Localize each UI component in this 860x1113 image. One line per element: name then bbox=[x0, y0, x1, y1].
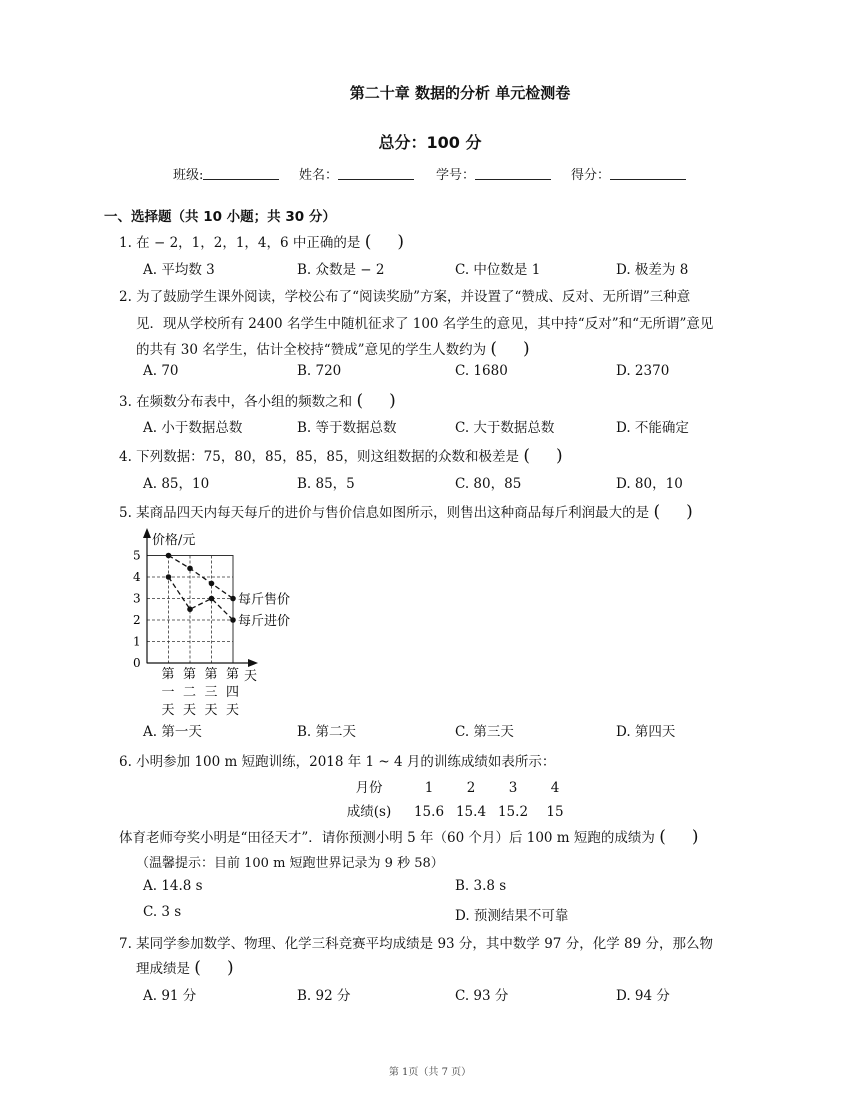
q4-option-d: D. 80，10 bbox=[616, 476, 683, 492]
x-tick-label: 天 bbox=[226, 703, 240, 718]
y-axis-arrow bbox=[143, 528, 151, 538]
y-tick-label: 5 bbox=[133, 548, 141, 563]
x-tick-label: 第 bbox=[226, 667, 240, 682]
q6-table-row bbox=[330, 800, 576, 824]
question-7-line-1: 7. 某同学参加数学、物理、化学三科竞赛平均成绩是 93 分，其中数学 97 分，化学 89 分，那么物 bbox=[119, 936, 713, 952]
q3-option-a: A. 小于数据总数 bbox=[143, 420, 243, 436]
page-footer: 第 1页（共 7 页） bbox=[388, 1067, 472, 1078]
q6-option-b: B. 3.8 s bbox=[455, 878, 507, 894]
x-tick-label: 一 bbox=[161, 685, 175, 700]
q4-option-a: A. 85，10 bbox=[143, 476, 210, 492]
question-7-line-2: 理成绩是 ( ) bbox=[136, 958, 234, 978]
q7-option-b: B. 92 分 bbox=[297, 988, 351, 1004]
table-cell: 3 bbox=[508, 780, 518, 796]
x-tick-label: 三 bbox=[204, 685, 218, 700]
y-tick-label: 3 bbox=[133, 591, 141, 606]
q6-option-a: A. 14.8 s bbox=[143, 878, 203, 894]
question-5: 5. 某商品四天内每天每斤的进价与售价信息如图所示，则售出这种商品每斤利润最大的是 ( ) bbox=[119, 502, 693, 522]
q6-option-d: D. 预测结果不可靠 bbox=[455, 908, 569, 924]
question-4: 4. 下列数据：75，80，85，85，85，则这组数据的众数和极差是 ( ) bbox=[119, 446, 563, 466]
x-axis-label: 天 bbox=[244, 669, 258, 684]
data-point bbox=[187, 606, 193, 612]
table-cell: 成绩(s) bbox=[346, 804, 392, 820]
q1-option-d: D. 极差为 8 bbox=[616, 262, 689, 278]
q3-option-d: D. 不能确定 bbox=[616, 420, 689, 436]
table-cell: 4 bbox=[550, 780, 560, 796]
student-id-field: 学号： bbox=[436, 164, 551, 183]
series-label: 每斤进价 bbox=[238, 614, 291, 629]
y-tick-label: 2 bbox=[133, 613, 141, 627]
q2-option-d: D. 2370 bbox=[616, 363, 670, 379]
question-3: 3. 在频数分布表中，各小组的频数之和 ( ) bbox=[119, 391, 396, 411]
y-tick-label: 4 bbox=[133, 570, 141, 584]
q6-table-header bbox=[330, 776, 576, 800]
x-tick-label: 天 bbox=[204, 703, 218, 718]
table-cell: 1 bbox=[424, 780, 434, 796]
q4-option-b: B. 85，5 bbox=[297, 476, 355, 492]
q5-option-b: B. 第二天 bbox=[297, 724, 357, 740]
x-tick-label: 第 bbox=[204, 667, 218, 682]
q5-option-c: C. 第三天 bbox=[455, 724, 514, 740]
data-point bbox=[230, 596, 236, 602]
name-field: 姓名： bbox=[299, 164, 414, 183]
question-6: 6. 小明参加 100 m 短跑训练，2018 年 1 ~ 4 月的训练成绩如表所示： bbox=[119, 754, 556, 770]
data-point bbox=[209, 596, 215, 602]
q5-option-a: A. 第一天 bbox=[143, 724, 202, 740]
total-score: 总分：100 分 bbox=[378, 133, 482, 152]
data-point bbox=[166, 553, 172, 559]
table-cell: 15 bbox=[546, 804, 564, 820]
series-label: 每斤售价 bbox=[238, 592, 291, 608]
question-6-hint: （温馨提示：目前 100 m 短跑世界记录为 9 秒 58） bbox=[136, 856, 444, 871]
question-2-line-2: 见．现从学校所有 2400 名学生中随机征求了 100 名学生的意见，其中持“反对”和“无所谓”意见 bbox=[136, 316, 714, 332]
table-cell: 15.2 bbox=[497, 804, 529, 820]
q7-option-c: C. 93 分 bbox=[455, 988, 509, 1004]
table-cell: 15.4 bbox=[455, 804, 487, 820]
q1-option-c: C. 中位数是 1 bbox=[455, 262, 541, 278]
score-field: 得分： bbox=[571, 164, 686, 183]
question-6-line-2: 体育老师夸奖小明是“田径天才”．请你预测小明 5 年（60 个月）后 100 m 短跑的成绩为 ( ) bbox=[119, 827, 699, 847]
q5-option-d: D. 第四天 bbox=[616, 724, 676, 740]
q7-option-d: D. 94 分 bbox=[616, 988, 670, 1004]
question-2-line-1: 2. 为了鼓励学生课外阅读，学校公布了“阅读奖励”方案，并设置了“赞成、反对、无所谓”三种意 bbox=[119, 289, 691, 305]
x-axis-arrow bbox=[248, 659, 258, 667]
data-point bbox=[209, 581, 215, 587]
y-tick-label: 1 bbox=[133, 634, 141, 649]
question-2-line-3: 的共有 30 名学生，估计全校持“赞成”意见的学生人数约为 ( ) bbox=[136, 339, 530, 359]
x-tick-label: 天 bbox=[183, 703, 197, 718]
x-tick-label: 天 bbox=[161, 703, 175, 718]
section-heading: 一、选择题（共 10 小题；共 30 分） bbox=[104, 209, 336, 225]
table-cell: 月份 bbox=[355, 780, 383, 796]
q2-option-c: C. 1680 bbox=[455, 363, 508, 379]
page-title: 第二十章 数据的分析 单元检测卷 bbox=[349, 84, 571, 102]
q6-option-c: C. 3 s bbox=[143, 904, 182, 920]
q6-table bbox=[330, 776, 576, 824]
q3-option-b: B. 等于数据总数 bbox=[297, 420, 397, 436]
x-tick-label: 四 bbox=[226, 685, 240, 700]
x-tick-label: 二 bbox=[183, 685, 197, 700]
price-chart bbox=[128, 524, 308, 718]
q7-option-a: A. 91 分 bbox=[143, 988, 197, 1004]
x-tick-label: 第 bbox=[183, 667, 197, 682]
data-point bbox=[187, 566, 193, 572]
table-cell: 15.6 bbox=[413, 804, 445, 820]
q1-option-b: B. 众数是 − 2 bbox=[297, 262, 385, 278]
y-tick-label: 0 bbox=[133, 656, 141, 670]
class-field: 班级: bbox=[173, 164, 279, 183]
data-point bbox=[230, 617, 236, 623]
q1-option-a: A. 平均数 3 bbox=[143, 262, 215, 278]
q2-option-a: A. 70 bbox=[143, 363, 179, 379]
q2-option-b: B. 720 bbox=[297, 363, 342, 379]
table-cell: 2 bbox=[466, 780, 476, 796]
y-axis-label: 价格/元 bbox=[152, 533, 196, 548]
data-point bbox=[166, 574, 172, 580]
q3-option-c: C. 大于数据总数 bbox=[455, 420, 555, 436]
q4-option-c: C. 80，85 bbox=[455, 476, 522, 492]
x-tick-label: 第 bbox=[161, 667, 175, 682]
question-1: 1. 在 − 2，1，2，1，4，6 中正确的是 ( ) bbox=[119, 232, 404, 252]
